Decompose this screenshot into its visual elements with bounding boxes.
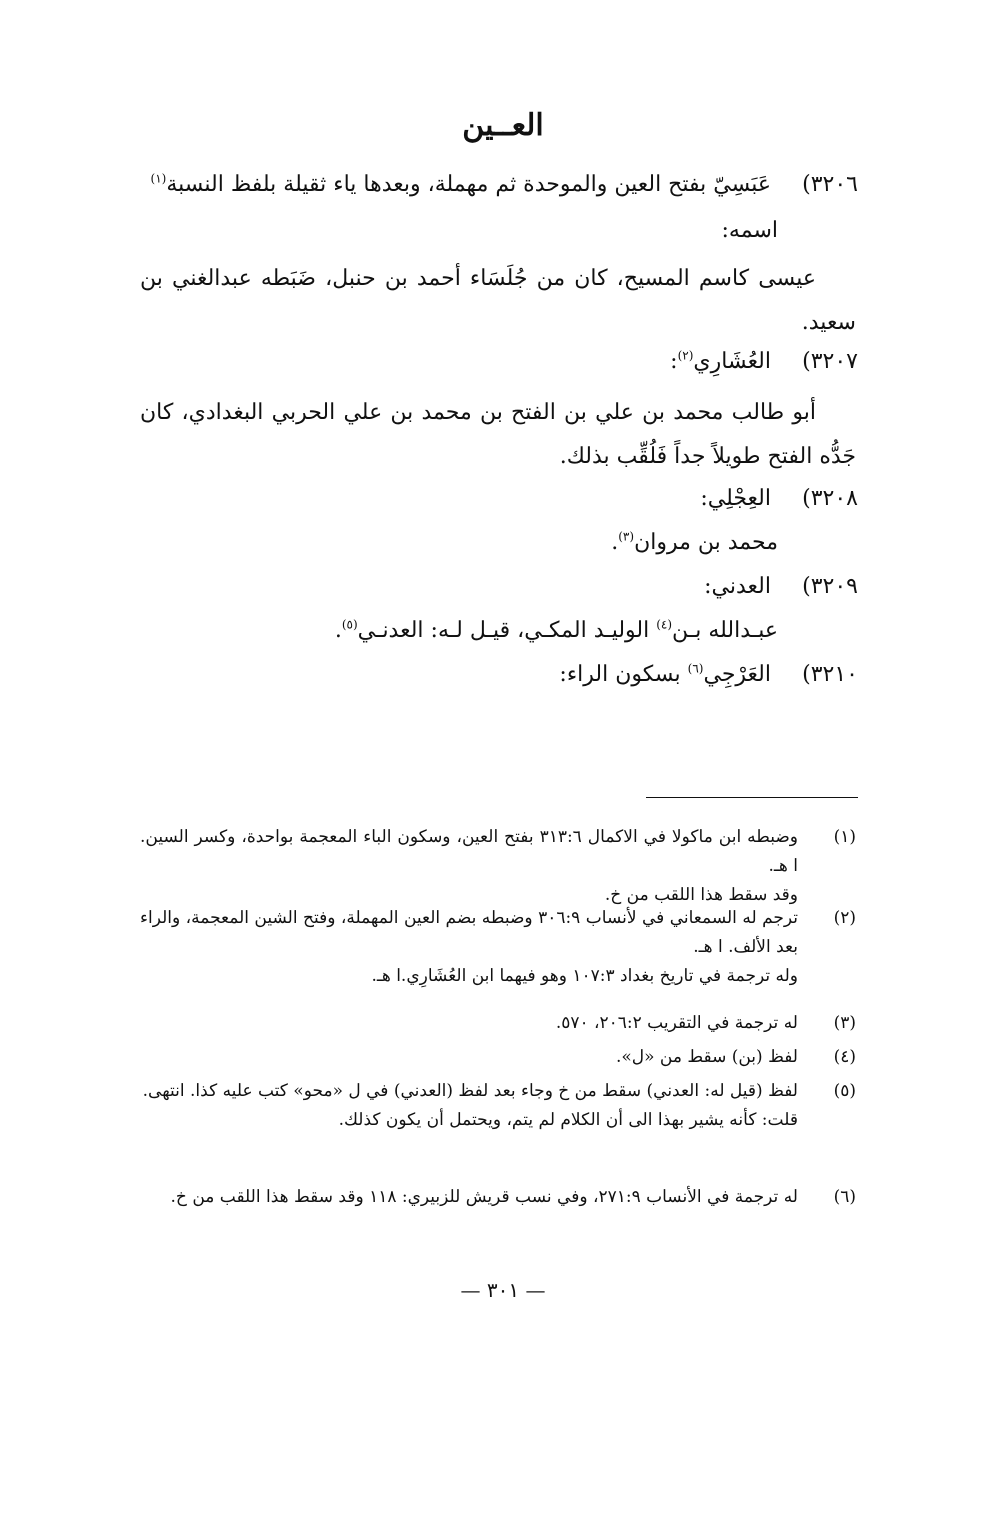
entry-body-text: عبـدالله بـن — [672, 618, 778, 643]
entry-number: ٣٢٠٦) — [802, 172, 858, 197]
entry-body-text: محمد بن مروان — [634, 530, 778, 555]
entry-3210-head — [150, 660, 858, 690]
section-heading: العــين — [462, 108, 544, 143]
entry-head: العِجْلِي: — [700, 486, 771, 511]
entry-number: ٣٢٠٨) — [802, 486, 858, 511]
entry-body-tail: . — [334, 618, 342, 643]
footnote-number: (٣) — [833, 1013, 856, 1033]
footnote-1 — [140, 823, 856, 910]
entry-head: عَبَسِيّ بفتح العين والموحدة ثم مهملة، وبعدها ياء ثقيلة بلفظ النسبة — [166, 172, 771, 197]
footnote-5 — [140, 1077, 856, 1135]
entry-3208-body — [140, 528, 778, 558]
entry-3207-body: أبو طالب محمد بن علي بن الفتح بن محمد بن علي الحربي البغدادي، كان جَدُّه الفتح طويلاً جداً فَلُقِّب بذلك. — [140, 400, 856, 469]
footnote-6 — [140, 1183, 856, 1212]
footnote-text: وضبطه ابن ماكولا في الاكمال ٣١٣:٦ بفتح العين، وسكون الباء المعجمة بواحدة، وكسر السين. ا هـ. — [140, 827, 798, 876]
footnote-number: (٥) — [833, 1081, 856, 1101]
entry-head: العُشَارِي — [693, 349, 771, 374]
entry-3206-body: عيسى كاسم المسيح، كان من جُلَسَاء أحمد بن حنبل، ضَبَطه عبدالغني بن سعيد. — [140, 266, 856, 335]
entry-number: ٣٢١٠) — [802, 662, 858, 687]
entry-3208-head — [150, 484, 858, 514]
footnote-ref: (٥) — [341, 617, 358, 632]
footnote-text: لفظ (بن) سقط من «ل». — [615, 1047, 798, 1067]
entry-3207-head — [150, 347, 858, 377]
entry-head-tail: بسكون الراء: — [559, 662, 688, 687]
entry-3209-head — [150, 572, 858, 602]
footnote-text: وقد سقط هذا اللقب من خ. — [604, 885, 798, 905]
footnote-3 — [140, 1009, 856, 1038]
footnote-2 — [140, 904, 856, 991]
entry-head-tail: : — [670, 349, 678, 374]
footnote-ref: (٣) — [618, 529, 635, 544]
entry-body-tail: . — [611, 530, 619, 555]
entry-head: العدني: — [704, 574, 771, 599]
footnote-text: له ترجمة في التقريب ٢٠٦:٢، ٥٧٠. — [555, 1013, 798, 1033]
footnote-text: قلت: كأنه يشير بهذا الى أن الكلام لم يتم، ويحتمل أن يكون كذلك. — [338, 1110, 798, 1130]
footnote-text: لفظ (قيل له: العدني) سقط من خ وجاء بعد لفظ (العدني) في ل «محو» كتب عليه كذا. انتهى. — [142, 1081, 798, 1101]
entry-3206-head — [150, 170, 858, 200]
footnote-4 — [140, 1043, 856, 1072]
footnote-text: ترجم له السمعاني في لأنساب ٣٠٦:٩ وضبطه بضم العين المهملة، وفتح الشين المعجمة، والراء بعد الألف. ا هـ. — [140, 908, 798, 957]
page-number: — ٣٠١ — — [460, 1278, 546, 1302]
footnote-number: (٢) — [833, 908, 856, 928]
footnote-ref: (٤) — [656, 617, 673, 632]
entry-head: العَرْجِي — [703, 662, 771, 687]
footnote-number: (٦) — [833, 1187, 856, 1207]
footnote-text: وله ترجمة في تاريخ بغداد ١٠٧:٣ وهو فيهما ابن العُشَارِي.ا هـ. — [371, 966, 798, 986]
footnote-ref: (٢) — [677, 348, 694, 363]
entry-3206-head-cont: اسمه: — [721, 218, 778, 243]
footnote-number: (٤) — [833, 1047, 856, 1067]
footnote-ref: (١) — [150, 171, 167, 186]
entry-number: ٣٢٠٧) — [802, 349, 858, 374]
footnote-ref: (٦) — [687, 661, 704, 676]
entry-number: ٣٢٠٩) — [802, 574, 858, 599]
footnote-divider — [646, 797, 858, 798]
footnote-text: له ترجمة في الأنساب ٢٧١:٩، وفي نسب قريش للزبيري: ١١٨ وقد سقط هذا اللقب من خ. — [170, 1187, 798, 1207]
entry-3209-body — [140, 616, 778, 646]
entry-body-text: الوليـد المكـي، قيـل لـه: العدنـي — [357, 618, 657, 643]
footnote-number: (١) — [833, 827, 856, 847]
